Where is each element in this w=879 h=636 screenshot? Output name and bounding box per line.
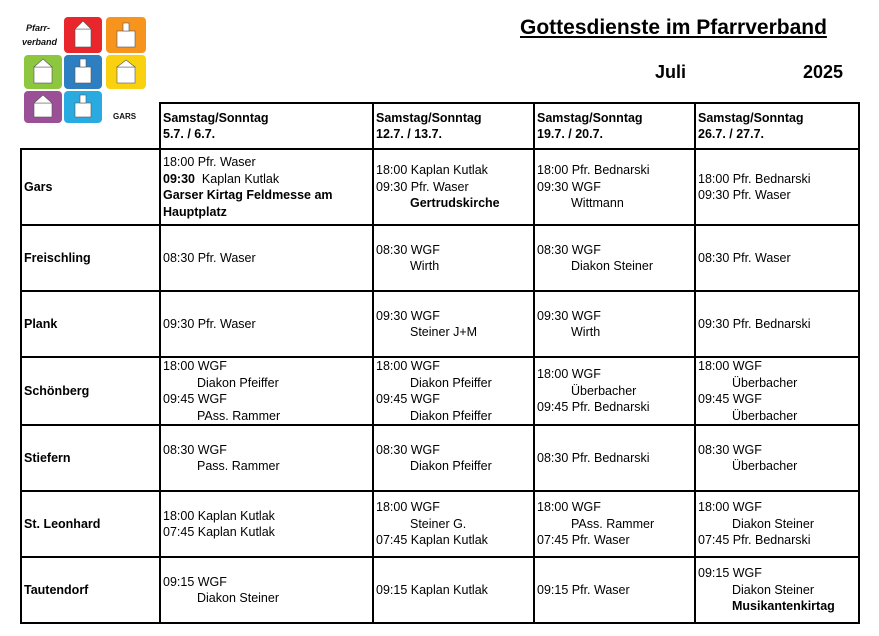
date-header-line1: Samstag/Sonntag bbox=[163, 110, 269, 125]
service-line: Steiner G. bbox=[410, 516, 467, 531]
service-line: 09:15 Kaplan Kutlak bbox=[376, 582, 488, 597]
service-line: 09:45 WGF bbox=[376, 392, 440, 406]
service-line: 08:30 Pfr. Waser bbox=[698, 250, 791, 265]
service-line: 18:00 WGF bbox=[376, 500, 440, 515]
parish-name: Plank bbox=[21, 291, 160, 357]
svg-text:verband: verband bbox=[22, 37, 58, 47]
service-line: Garser Kirtag Feldmesse am bbox=[163, 188, 333, 202]
service-cell bbox=[534, 291, 695, 357]
service-line: 08:30 WGF bbox=[376, 242, 440, 257]
service-line: Wirth bbox=[410, 259, 440, 273]
service-line: Diakon Pfeiffer bbox=[410, 408, 492, 423]
service-line: Steiner J+M bbox=[410, 325, 478, 339]
month-label: Juli bbox=[655, 62, 687, 82]
service-line: 08:30 WGF bbox=[376, 442, 440, 457]
service-cell bbox=[160, 225, 373, 291]
service-cell bbox=[160, 491, 373, 557]
service-cell bbox=[695, 225, 859, 291]
parish-name: Stiefern bbox=[21, 425, 160, 491]
service-line: 18:00 WGF bbox=[376, 359, 440, 373]
service-cell bbox=[534, 557, 695, 623]
service-line: 07:45 Kaplan Kutlak bbox=[163, 525, 275, 539]
date-header-line2: 26.7. / 27.7. bbox=[698, 127, 765, 141]
service-line: Musikantenkirtag bbox=[732, 599, 835, 614]
service-cell bbox=[534, 225, 695, 291]
date-header-line2: 5.7. / 6.7. bbox=[163, 127, 216, 141]
service-line: Wirth bbox=[571, 325, 601, 339]
svg-text:Pfarr-: Pfarr- bbox=[26, 23, 51, 33]
service-line: 18:00 Kaplan Kutlak bbox=[163, 508, 275, 523]
date-header-line1: Samstag/Sonntag bbox=[537, 110, 643, 125]
parish-row bbox=[21, 425, 859, 491]
service-line: 18:00 WGF bbox=[698, 359, 762, 373]
year-label: 2025 bbox=[803, 62, 844, 82]
service-line: Überbacher bbox=[732, 375, 798, 390]
parish-name: St. Leonhard bbox=[21, 491, 160, 557]
service-cell bbox=[695, 149, 859, 225]
service-line: 18:00 WGF bbox=[537, 500, 601, 515]
date-header-1 bbox=[160, 103, 373, 149]
service-line: 08:30 WGF bbox=[163, 442, 227, 457]
service-cell bbox=[534, 491, 695, 557]
service-line: 18:00 Kaplan Kutlak bbox=[376, 163, 488, 178]
date-header-3 bbox=[534, 103, 695, 149]
service-cell bbox=[695, 491, 859, 557]
service-line: Diakon Pfeiffer bbox=[410, 459, 492, 473]
parish-name: Tautendorf bbox=[21, 557, 160, 623]
parish-name: Gars bbox=[21, 149, 160, 225]
service-cell bbox=[534, 149, 695, 225]
parish-row bbox=[21, 557, 859, 623]
service-line: 18:00 Pfr. Waser bbox=[163, 155, 256, 169]
service-line: Wittmann bbox=[571, 196, 624, 211]
service-line: 09:30 WGF bbox=[537, 179, 601, 194]
service-line: 07:45 Pfr. Bednarski bbox=[698, 533, 811, 548]
service-line bbox=[163, 171, 370, 188]
service-cell bbox=[160, 557, 373, 623]
service-line: 07:45 Kaplan Kutlak bbox=[376, 533, 488, 548]
service-celebrant: Kaplan Kutlak bbox=[194, 171, 280, 186]
parish-row bbox=[21, 357, 859, 425]
service-cell bbox=[160, 149, 373, 225]
page-title: Gottesdienste im Pfarrverband bbox=[520, 16, 827, 39]
service-line: 09:30 WGF bbox=[537, 308, 601, 323]
service-line: Diakon Steiner bbox=[571, 259, 653, 273]
service-line: 09:30 WGF bbox=[376, 308, 440, 323]
service-line: 18:00 Pfr. Bednarski bbox=[537, 163, 650, 178]
service-line: 09:45 WGF bbox=[698, 392, 762, 406]
service-line: 09:30 Pfr. Bednarski bbox=[698, 316, 811, 331]
service-line: PAss. Rammer bbox=[197, 408, 281, 423]
service-cell bbox=[695, 425, 859, 491]
service-cell bbox=[160, 291, 373, 357]
service-line: 08:30 Pfr. Waser bbox=[163, 250, 256, 265]
service-line: Diakon Steiner bbox=[732, 516, 814, 531]
service-line: 08:30 WGF bbox=[537, 242, 601, 257]
service-cell bbox=[695, 357, 859, 425]
date-header-2 bbox=[373, 103, 534, 149]
service-time: 09:30 bbox=[163, 171, 195, 186]
parish-row bbox=[21, 291, 859, 357]
parish-row bbox=[21, 225, 859, 291]
service-line: 18:00 WGF bbox=[163, 359, 227, 373]
service-cell bbox=[373, 149, 534, 225]
service-line: Diakon Pfeiffer bbox=[197, 375, 279, 390]
service-line: 08:30 Pfr. Bednarski bbox=[537, 450, 650, 465]
service-cell bbox=[373, 557, 534, 623]
parish-row bbox=[21, 491, 859, 557]
service-line: 18:00 Pfr. Bednarski bbox=[698, 171, 811, 186]
service-line: 09:30 Pfr. Waser bbox=[376, 179, 469, 194]
service-line: 18:00 WGF bbox=[537, 367, 601, 382]
date-header-line1: Samstag/Sonntag bbox=[698, 110, 804, 125]
date-header-line1: Samstag/Sonntag bbox=[376, 110, 482, 125]
service-cell bbox=[373, 357, 534, 425]
service-line: 18:00 WGF bbox=[698, 500, 762, 515]
svg-text:GARS: GARS bbox=[113, 112, 137, 121]
service-line: 09:15 WGF bbox=[163, 574, 227, 589]
service-line: Diakon Steiner bbox=[197, 591, 279, 605]
service-cell bbox=[373, 425, 534, 491]
service-cell bbox=[695, 557, 859, 623]
service-line: 09:45 WGF bbox=[163, 392, 227, 406]
service-line: 09:30 Pfr. Waser bbox=[698, 188, 791, 202]
service-line: Gertrudskirche bbox=[410, 196, 500, 211]
service-line: Diakon Steiner bbox=[732, 582, 814, 597]
parish-name: Schönberg bbox=[21, 357, 160, 425]
corner-cell bbox=[21, 103, 160, 149]
service-line: 09:30 Pfr. Waser bbox=[163, 316, 256, 331]
service-line: Pass. Rammer bbox=[197, 459, 280, 473]
service-line: PAss. Rammer bbox=[571, 516, 655, 531]
service-cell bbox=[373, 291, 534, 357]
header-row bbox=[21, 103, 859, 149]
parish-row bbox=[21, 149, 859, 225]
service-line: 09:15 Pfr. Waser bbox=[537, 582, 630, 597]
service-line: Überbacher bbox=[732, 459, 798, 473]
service-cell bbox=[160, 357, 373, 425]
service-cell bbox=[695, 291, 859, 357]
service-cell bbox=[534, 357, 695, 425]
service-cell bbox=[373, 225, 534, 291]
service-cell bbox=[160, 425, 373, 491]
parish-name: Freischling bbox=[21, 225, 160, 291]
service-line: 09:45 Pfr. Bednarski bbox=[537, 400, 650, 415]
service-line: Diakon Pfeiffer bbox=[410, 375, 492, 390]
date-header-4 bbox=[695, 103, 859, 149]
service-line: Hauptplatz bbox=[163, 204, 227, 219]
service-cell bbox=[373, 491, 534, 557]
date-header-line2: 19.7. / 20.7. bbox=[537, 127, 604, 141]
schedule-table bbox=[20, 102, 860, 624]
service-line: 07:45 Pfr. Waser bbox=[537, 533, 630, 548]
date-header-line2: 12.7. / 13.7. bbox=[376, 127, 443, 141]
service-cell bbox=[534, 425, 695, 491]
service-line: 08:30 WGF bbox=[698, 442, 762, 457]
service-line: Überbacher bbox=[571, 383, 637, 398]
service-line: Überbacher bbox=[732, 408, 798, 423]
service-line: 09:15 WGF bbox=[698, 566, 762, 581]
